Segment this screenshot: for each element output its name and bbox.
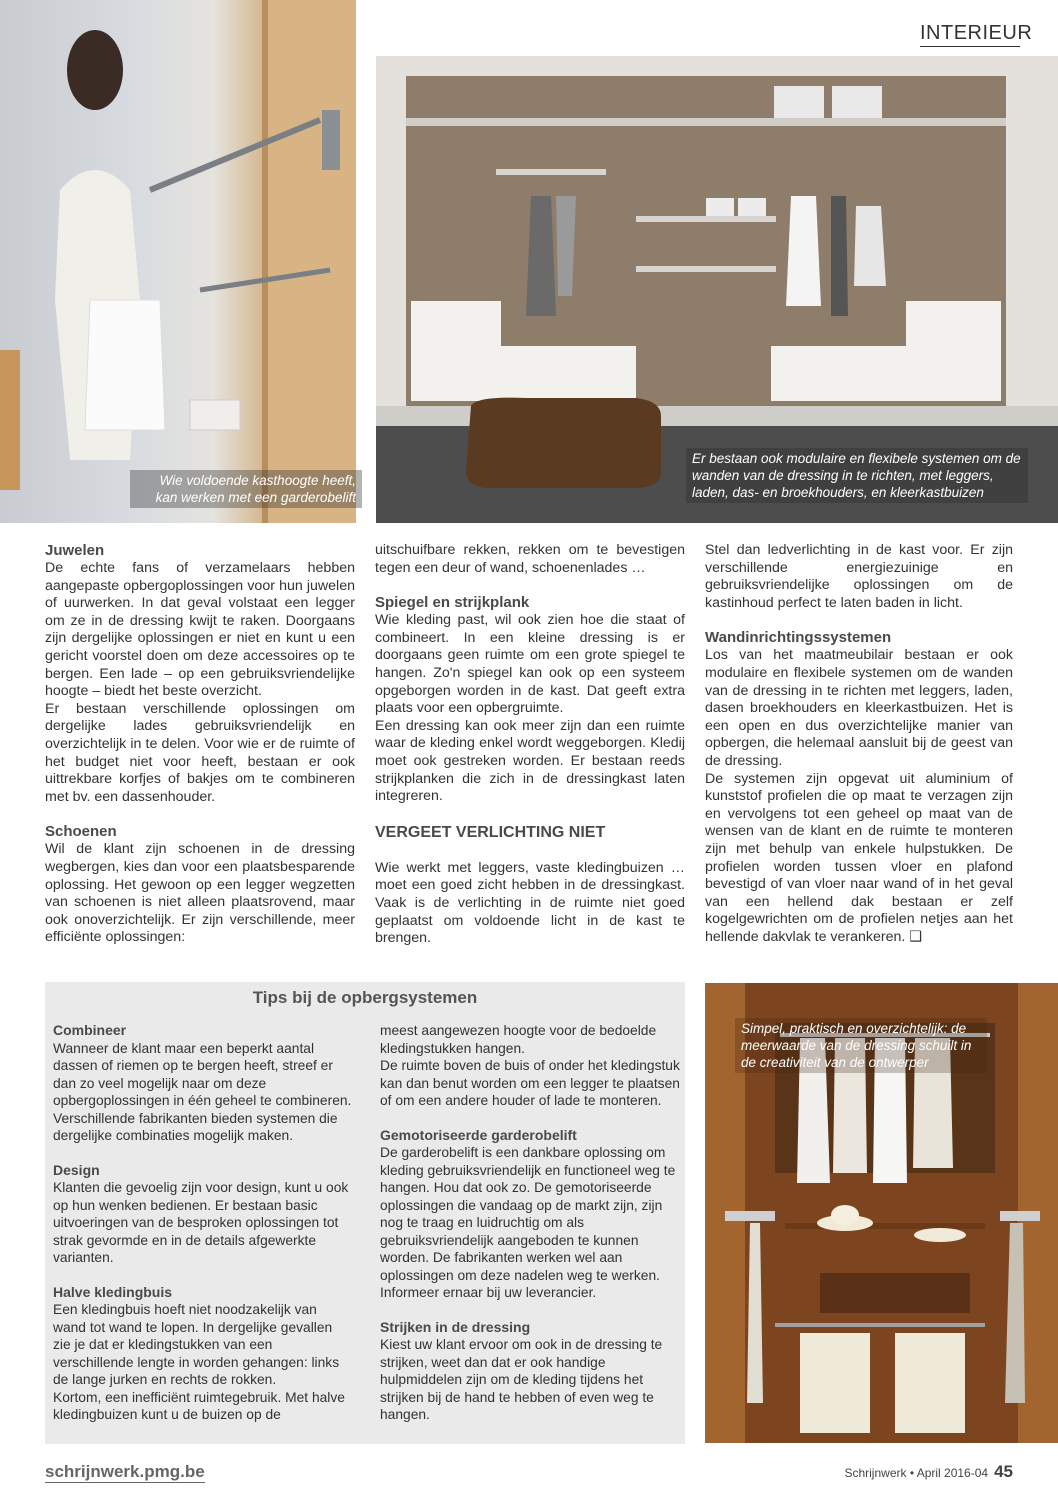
heading-schoenen: Schoenen	[45, 823, 117, 841]
article-column-2	[375, 542, 685, 948]
footer-site-link[interactable]: schrijnwerk.pmg.be	[45, 1462, 205, 1481]
tips-paragraph-halve-continued: meest aangewezen hoogte voor de bedoelde kledingstukken hangen.	[380, 1023, 657, 1056]
section-tag: INTERIEUR	[920, 20, 1020, 47]
paragraph-verlichting-continued: Stel dan ledverlichting in de kast voor. Er zijn verschillende energiezuinige en gebruiksvriendelijke oplossingen om de kastinhoud perfect te laten baden in licht.	[705, 542, 1013, 611]
tips-paragraph-combineer: Wanneer de klant maar een beperkt aantal dassen of riemen op te bergen heeft, streef er dan zo veel mogelijk naar om deze opbergoplossingen in één geheel te combineren. Verschillende fabrikanten bieden systemen die dergelijke combinaties mogelijk maken.	[53, 1040, 352, 1143]
tips-paragraph-halve-3: De ruimte boven de buis of onder het kledingstuk kan dan benut worden om een legger te plaatsen of om een andere houder of lade te monteren.	[380, 1058, 680, 1108]
tips-heading-design: Design	[53, 1161, 100, 1178]
tips-title: Tips bij de opbergsystemen	[252, 988, 478, 1007]
paragraph-spiegel-2: Een dressing kan ook meer zijn dan een ruimte waar de kleding enkel wordt weggeborgen. Kledij moet ook gestreken worden. Er bestaan reeds strijkplanken die zich in de dressingkast laten integreren.	[375, 717, 685, 805]
paragraph-schoenen-continued: uitschuifbare rekken, rekken om te bevestigen tegen een deur of wand, schoenenlades …	[375, 542, 685, 576]
heading-spiegel: Spiegel en strijkplank	[375, 594, 530, 612]
caption-wardrobe: Simpel, praktisch en overzichtelijk: de meerwaarde van de dressing schuilt in de creativiteit van de ontwerper	[735, 1018, 987, 1073]
footer-issue	[844, 1462, 1013, 1483]
tips-paragraph-halve-2: Kortom, een inefficiënt ruimtegebruik. Met halve kledingbuizen kunt u de buizen op de	[53, 1389, 345, 1422]
paragraph-schoenen: Wil de klant zijn schoenen in de dressing wegbergen, kies dan voor een plaatsbesparende oplossing. Het gewoon op een legger wegzetten van schoenen is niet alleen plaatsrovend, maar ook onoverzichtelijk. Er zijn verschillende, meer efficiënte oplossingen:	[45, 841, 355, 946]
paragraph-spiegel-1: Wie kleding past, wil ook zien hoe die staat of combineert. In een kleine dressing is er doorgaans geen ruimte om een grote spiegel te hangen. Zo'n spiegel kan ook op een systeem opgeborgen worden in de kast. Dat geeft extra plaats voor een opbergruimte.	[375, 612, 685, 717]
tips-paragraph-design: Klanten die gevoelig zijn voor design, kunt u ook op hun wenken bedienen. Er bestaan basic uitvoeringen van de besproken oplossingen tot strak gevormde en in de details afgewerkte varianten.	[53, 1180, 349, 1265]
caption-garderobelift: Wie voldoende kasthoogte heeft, kan werken met een garderobelift	[130, 470, 362, 508]
footer-issue-label: Schrijnwerk • April 2016-04	[844, 1466, 989, 1480]
paragraph-wand-1: Los van het maatmeubilair bestaan er ook modulaire en flexibele systemen om de wanden van de dressing in te richten met leggers, laden, dasen broekhouders en kleerkastbuizen. Het is een open en dus overzichtelijke manier van opbergen, die helemaal aansluit bij de geest van de dressing.	[705, 647, 1013, 769]
article-column-3	[705, 542, 1013, 946]
tips-paragraph-halve-1: Een kledingbuis hoeft niet noodzakelijk van wand tot wand te lopen. In dergelijke gevallen zie je dat er kledingstukken van een verschillende lengte in worden gehangen: links de lange jurken en rechts de rokken.	[53, 1302, 340, 1387]
photo-garderobelift	[0, 0, 356, 523]
tips-column-1	[53, 1022, 353, 1424]
tips-box	[45, 982, 685, 1444]
paragraph-juwelen-1: De echte fans of verzamelaars hebben aangepaste opbergoplossingen voor hun juwelen of uurwerken. In dat geval volstaat een legger om ze in de dressing kwijt te raken. Doorgaans zijn dergelijke oplossingen er niet en kunt u een gericht voorstel doen om deze accessoires op te bergen. Een lade – op een gebruiksvriendelijke hoogte – biedt het beste overzicht.	[45, 560, 355, 700]
caption-modular-dressing: Er bestaan ook modulaire en flexibele systemen om de wanden van de dressing in te richten, met leggers, laden, das- en broekhouders, en kleerkastbuizen	[686, 448, 1028, 503]
tips-paragraph-garderobelift: De garderobelift is een dankbare oplossing om kleding gebruiksvriendelijk en functioneel weg te hangen. Hou dat ook zo. De gemotoriseerde oplossingen die vandaag op de markt zijn, zijn nog te traag en luidruchtig om als gebruiksvriendelijk aangeboden te kunnen worden. De fabrikanten werken wel aan oplossingen om deze nadelen weg te werken. Informeer ernaar bij uw leverancier.	[380, 1145, 676, 1300]
garderobelift-illustration	[0, 0, 356, 523]
tips-heading-halve-kledingbuis: Halve kledingbuis	[53, 1283, 173, 1300]
tips-heading-garderobelift: Gemotoriseerde garderobelift	[380, 1126, 577, 1143]
heading-juwelen: Juwelen	[45, 542, 105, 559]
paragraph-wand-2: De systemen zijn opgevat uit aluminium of kunststof profielen die op maat te verzagen zijn en vervolgens tot een geheel op maat van de wensen van de klant en de ruimte te monteren zijn met behulp van enkele hulpstukken. De profielen worden tussen vloer en plafond bevestigd of van vloer naar wand of in het geval van een hellend dak bestaan er zelf kogelgewrichten om de profielen netjes aan het hellende dakvlak te verankeren. ❑	[705, 770, 1013, 945]
page-number: 45	[994, 1462, 1013, 1481]
tips-column-2	[380, 1022, 680, 1424]
paragraph-verlichting: Wie werkt met leggers, vaste kledingbuizen … moet een goed zicht hebben in de dressingkast. Vaak is de verlichting in de ruimte niet goed geplaatst om voldoende licht in de kast te brengen.	[375, 859, 685, 947]
tips-heading-combineer: Combineer	[53, 1022, 127, 1038]
heading-verlichting: VERGEET VERLICHTING NIET	[375, 823, 606, 841]
article-column-1	[45, 542, 355, 947]
paragraph-juwelen-2: Er bestaan verschillende oplossingen om dergelijke lades gebruiksvriendelijk en overzichtelijk in te delen. Voor wie er de ruimte of het budget niet voor heeft, bestaan er ook uittrekbare korfjes of bakjes om te combineren met bv. een dassenhouder.	[45, 700, 355, 805]
tips-heading-strijken: Strijken in de dressing	[380, 1318, 531, 1335]
heading-wandinrichting: Wandinrichtingssystemen	[705, 629, 892, 647]
tips-paragraph-strijken: Kiest uw klant ervoor om ook in de dressing te strijken, weet dan dat er ook handige hulpmiddelen zijn om de kleding tijdens het strijken bij de hand te hebben of even weg te hangen.	[380, 1337, 663, 1422]
